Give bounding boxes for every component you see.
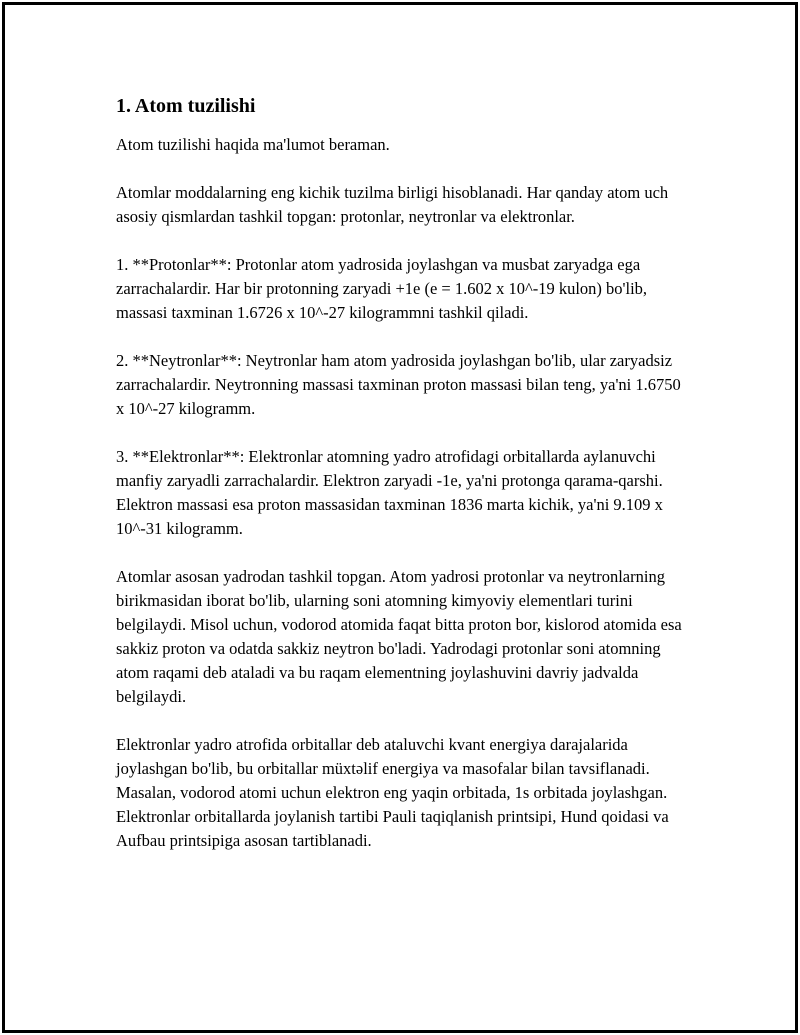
paragraph-electrons: 3. **Elektronlar**: Elektronlar atomning yadro atrofidagi orbitallarda aylanuvchi manfiy zaryadli zarrachalardir. Elektron zaryadi -1e, ya'ni protonga qarama-qarshi. Elektron massasi esa proton massasidan taxminan 1836 marta kichik, ya'ni 9.109 x 10^-31 kilogramm. (116, 447, 663, 538)
section-heading: 1. Atom tuzilishi (116, 95, 256, 117)
paragraph-atom-overview: Atomlar moddalarning eng kichik tuzilma birligi hisoblanadi. Har qanday atom uch asosiy qismlardan tashkil topgan: protonlar, neytronlar va elektronlar. (116, 183, 669, 226)
paragraph-neutrons: 2. **Neytronlar**: Neytronlar ham atom yadrosida joylashgan bo'lib, ular zaryadsiz zarrachalardir. Neytronning massasi taxminan proton massasi bilan teng, ya'ni 1.6750 x 10^-27 kilogramm. (116, 351, 681, 418)
paragraph-nucleus: Atomlar asosan yadrodan tashkil topgan. Atom yadrosi protonlar va neytronlarning birikmasidan iborat bo'lib, ularning soni atomning kimyoviy elementlari turini belgilaydi. Misol uchun, vodorod atomida faqat bitta proton bor, kislorod atomida esa sakkiz proton va odatda sakkiz neytron bo'ladi. Yadrodagi protonlar soni atomning atom raqami deb ataladi va bu raqam elementning joylashuvini davriy jadvalda belgilaydi. (116, 567, 682, 706)
document-body (116, 92, 686, 877)
paragraph-protons: 1. **Protonlar**: Protonlar atom yadrosida joylashgan va musbat zaryadga ega zarrachalardir. Har bir protonning zaryadi +1e (e = 1.602 x 10^-19 kulon) bo'lib, massasi taxminan 1.6726 x 10^-27 kilogrammni tashkil qiladi. (116, 255, 648, 322)
paragraph-intro: Atom tuzilishi haqida ma'lumot beraman. (116, 135, 390, 154)
paragraph-orbitals: Elektronlar yadro atrofida orbitallar deb ataluvchi kvant energiya darajalarida joylashgan bo'lib, bu orbitallar müxtəlif energiya va masofalar bilan tavsiflanadi. Masalan, vodorod atomi uchun elektron eng yaqin orbitada, 1s orbitada joylashgan. Elektronlar orbitallarda joylanish tartibi Pauli taqiqlanish printsipi, Hund qoidasi va Aufbau printsipiga asosan tartiblanadi. (116, 735, 669, 850)
